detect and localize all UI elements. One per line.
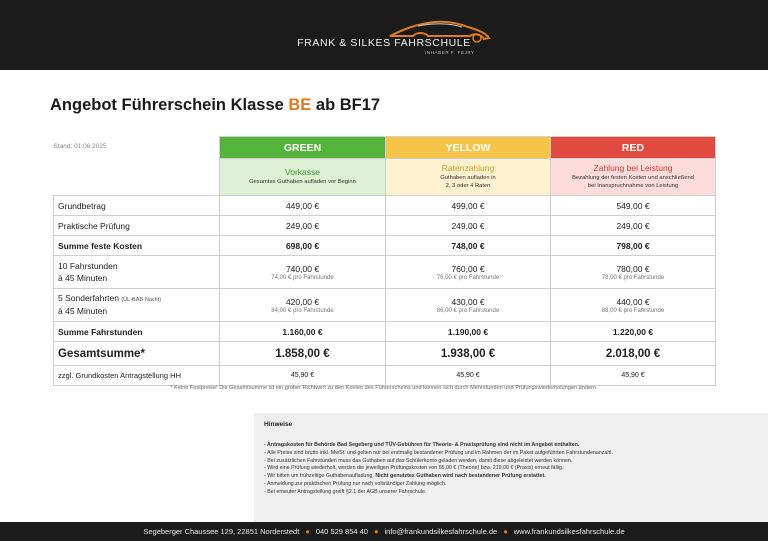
header-bar [0,0,768,70]
list-item: - Anmeldung zur praktischen Prüfung nur nach vollständiger Zahlung möglich. [264,481,758,489]
brand-owner: INHABER F. FEJRY [425,50,475,55]
list-item [264,473,758,481]
red-payment-text-2: bei Inanspruchnahme von Leistung [587,183,679,189]
row-label [54,256,220,289]
column-green-header: GREEN [220,137,386,159]
yellow-payment-text-2: 2, 3 oder 4 Raten [445,183,491,189]
column-red-header: RED [551,137,716,159]
price-value: 430,00 € [451,296,485,307]
footer-email[interactable]: info@frankundsilkesfahrschule.de [384,527,498,536]
note-bold-text: Nicht genutztes Guthaben wird nach bestandener Prüfung erstattet. [375,473,546,480]
stand-date: Stand: 01.06.2025 [53,142,107,150]
row-label: Summe Fahrstunden [54,322,220,342]
notes-title: Hinweise [264,421,293,428]
total-red: 2.018,00 € [551,342,716,366]
row-label-line-2: à 45 Minuten [58,273,108,283]
bullet-icon: ● [373,527,379,536]
price-value: 420,00 € [285,296,320,307]
column-green-desc [220,159,386,196]
price-green: 698,00 € [220,236,386,256]
row-label-line-1: 10 Fahrstunden [58,260,118,271]
price-green [220,256,386,289]
red-payment-text-1: Bezahlung der festen Kosten und anschließend [572,175,694,182]
bullet-icon: ● [503,527,508,536]
price-red: 549,00 € [551,196,716,216]
green-payment-text: Gesamtes Guthaben aufladen vor Beginn [249,179,356,186]
price-red: 249,00 € [551,216,716,236]
yellow-payment-text-1: Guthaben aufladen in [440,175,496,182]
footnote: * Keine Festpreise! Die Gesamtsumme ist ein grober Richtwert zu den Kosten des Führerscheins und können sich durch Mehrstunden und Prüfungswiederholungen ändern. [170,385,598,391]
table-row [54,236,716,256]
price-green [220,289,386,322]
table-row [54,322,716,342]
price-red: 1.220,00 € [551,322,716,342]
price-per-lesson: 86,00 € pro Fahrstunde [436,307,500,314]
price-yellow: 1.190,00 € [386,322,551,342]
price-green: 45,90 € [220,366,386,386]
price-per-lesson: 88,00 € pro Fahrstunde [601,307,665,314]
price-green: 1.160,00 € [220,322,386,342]
row-label [54,289,220,322]
price-per-lesson: 74,00 € pro Fahrstunde [271,274,334,281]
row-label: zzgl. Grundkosten Antragstellung HH [54,366,220,386]
green-payment-title: Vorkasse [285,167,320,178]
column-yellow-header: YELLOW [386,137,551,159]
page-title [50,96,380,115]
row-label: Gesamtsumme* [54,342,220,366]
price-value: 740,00 € [285,263,320,274]
total-green: 1.858,00 € [220,342,386,366]
footer-website[interactable]: www.frankundsilkesfahrschule.de [513,527,625,536]
table-row [54,196,716,216]
notes-list [264,442,758,497]
bullet-icon: ● [305,527,310,536]
list-item: - Alle Preise sind brutto inkl. MwSt. und gelten nur bei erstmalig bestandener Prüfung und im Rahmen der im Paket aufgeführten Fahrstundenanzahl. [264,450,758,458]
price-per-lesson: 78,00 € pro Fahrstunde [601,274,665,281]
row-label: Summe feste Kosten [54,236,220,256]
price-per-lesson: 84,00 € pro Fahrstunde [271,307,334,314]
footer-phone[interactable]: 040 529 854 40 [315,527,368,536]
list-item: - Wird eine Prüfung wiederholt, werden die jeweiligen Prüfungskosten von 65,00 € (Theorie) bzw. 219,00 € (Praxis) erneut fällig. [264,465,758,473]
price-yellow: 748,00 € [386,236,551,256]
table-row-total [54,342,716,366]
price-green: 249,00 € [220,216,386,236]
red-payment-title: Zahlung bei Leistung [593,163,673,174]
yellow-payment-title: Ratenzahlung [441,163,495,174]
price-yellow [386,289,551,322]
total-yellow: 1.938,00 € [386,342,551,366]
note-text: Wir bitten um frühzeitige Guthabenaufladung. [267,473,376,480]
price-value: 760,00 € [451,263,485,274]
brand-name: FRANK & SILKES FAHRSCHULE [297,37,471,49]
list-item: - Bei erneuter Antragstellung greift §2.1 der AGB unserer Fahrschule. [264,489,758,497]
price-red: 45,90 € [551,366,716,386]
title-suffix: ab BF17 [311,96,381,114]
price-value: 440,00 € [616,296,650,307]
price-value: 780,00 € [616,263,650,274]
table-row [54,289,716,322]
price-yellow [386,256,551,289]
column-yellow-desc [386,159,551,196]
footer-bar [0,522,768,541]
footer-address: Segeberger Chaussee 129, 22851 Norderstedt [143,527,300,536]
price-red: 798,00 € [551,236,716,256]
price-red [551,256,716,289]
table-header-row [54,137,716,159]
price-green: 449,00 € [220,196,386,216]
row-label-main: 5 Sonderfahrten [58,293,119,304]
list-item: - Antragskosten für Behörde Bad Segeberg und TÜV-Gebühren für Theorie- & Praxisprüfung sind nicht im Angebot enthalten. [264,442,758,450]
row-label: Grundbetrag [54,196,220,216]
table-row [54,366,716,386]
row-label-tag: (ÜL-BAB-Nacht) [121,297,162,304]
row-label-line-2: à 45 Minuten [58,306,108,317]
column-red-desc [551,159,716,196]
table-row [54,256,716,289]
price-yellow: 249,00 € [386,216,551,236]
title-accent: BE [288,96,312,114]
table-row [54,216,716,236]
row-label: Praktische Prüfung [54,216,220,236]
list-item: - Bei zusätzlichen Fahrstunden muss das Guthaben auf das Schülerkonto geladen werden, damit diese abgeleistet werden können. [264,458,758,466]
price-yellow: 499,00 € [386,196,551,216]
pricing-table [53,136,716,386]
title-prefix: Angebot Führerschein Klasse [50,96,289,114]
price-yellow: 45,90 € [386,366,551,386]
row-label-line-1 [58,292,219,305]
price-red [551,289,716,322]
notes-box [254,413,768,522]
price-per-lesson: 76,00 € pro Fahrstunde [436,274,500,281]
